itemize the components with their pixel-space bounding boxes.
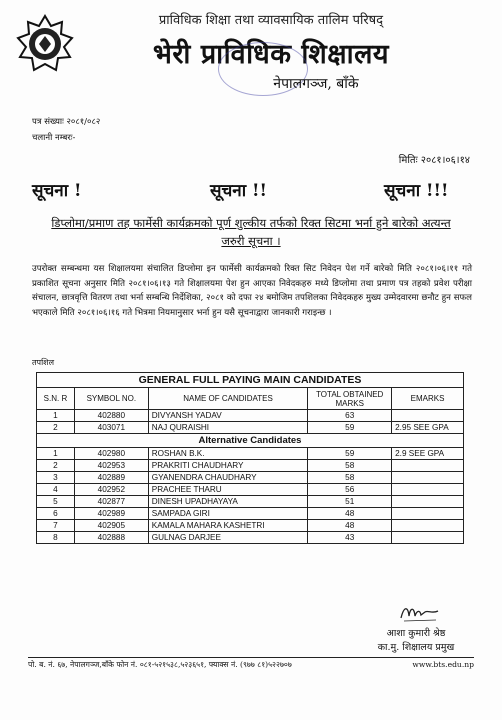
- header-sn: S.N. R: [37, 388, 75, 410]
- cell-sn: 5: [37, 496, 75, 508]
- cell-remarks: [392, 508, 464, 520]
- table-row: [37, 484, 464, 496]
- cell-name: PRAKRITI CHAUDHARY: [148, 460, 308, 472]
- cell-symbol: 402880: [74, 410, 148, 422]
- cell-marks: 58: [308, 460, 392, 472]
- cell-symbol: 402989: [74, 508, 148, 520]
- alternative-caption-row: [37, 434, 464, 448]
- table-caption: GENERAL FULL PAYING MAIN CANDIDATES: [37, 373, 464, 388]
- cell-marks: 51: [308, 496, 392, 508]
- cell-name: ROSHAN B.K.: [148, 448, 308, 460]
- school-address: नेपालगञ्ज, बाँके: [273, 76, 359, 92]
- cell-remarks: [392, 532, 464, 544]
- table-row: [37, 422, 464, 434]
- footer-address: पो. ब. नं. ६७, नेपालगञ्ज,बाँके फोन नं. ०८१-५२१५३८,५२३६५१, फ्याक्स नं. (९७७ ८१)५२२७०७: [28, 660, 292, 669]
- header-symbol: SYMBOL NO.: [74, 388, 148, 410]
- cell-marks: 59: [308, 422, 392, 434]
- cell-remarks: [392, 484, 464, 496]
- cell-sn: 2: [37, 422, 75, 434]
- school-name: भेरी प्राविधिक शिक्षालय: [152, 39, 390, 70]
- cell-remarks: [392, 410, 464, 422]
- table-row: [37, 410, 464, 422]
- notice-heading-1: सूचना !: [32, 181, 82, 201]
- signatory-name: आशा कुमारी श्रेष्ठ: [386, 628, 446, 639]
- notice-heading-3: सूचना !!!: [384, 181, 449, 201]
- letter-number: पत्र संख्याः २०८१/०८२: [32, 117, 101, 127]
- cell-sn: 6: [37, 508, 75, 520]
- cell-remarks: 2.95 SEE GPA: [392, 422, 464, 434]
- cell-symbol: 402980: [74, 448, 148, 460]
- cell-name: KAMALA MAHARA KASHETRI: [148, 520, 308, 532]
- cell-sn: 4: [37, 484, 75, 496]
- table-header-row: [37, 388, 464, 410]
- cell-remarks: [392, 496, 464, 508]
- cell-name: GULNAG DARJEE: [148, 532, 308, 544]
- cell-symbol: 402952: [74, 484, 148, 496]
- cell-name: PRACHEE THARU: [148, 484, 308, 496]
- notice-body: उपरोक्त सम्बन्धमा यस शिक्षालयमा संचालित डिप्लोमा इन फार्मेसी कार्यक्रमको रिक्त सिट निवेदन पेश गर्ने बारेको मिति २०८१।०६।११ गते प्रकाशित सूचना अनुसार मिति २०८१।०६।१३ गते शिक्षालयमा पेश हुन आएका निवेदकहरु मध्ये डिप्लोमा तथा प्रमाण पत्र तहको प्रवेश परीक्षा संचालन, छात्रवृत्ति वितरण तथा भर्ना सम्बन्धि निर्देशिका, २०८१ को दफा २४ बमोजिम तपशिलका निवेदकहरु मुख्य उम्मेदवारमा छनौट हुन सफल भएकाले मिति २०८१।०६।१६ गते भित्रमा नियमानुसार भर्ना हुन यसै सूचनाद्वारा जानकारी गराइन्छ ।: [32, 264, 472, 318]
- cell-sn: 1: [37, 410, 75, 422]
- candidates-table: [36, 372, 464, 544]
- notice-subject: डिप्लोमा/प्रमाण तह फार्मेसी कार्यक्रमको पूर्ण शुल्कीय तर्फको रिक्त सिटमा भर्ना हुने बारेको अत्यन्त जरुरी सूचना ।: [51, 216, 451, 248]
- cell-remarks: [392, 460, 464, 472]
- cell-symbol: 402888: [74, 532, 148, 544]
- table-row: [37, 448, 464, 460]
- cell-marks: 63: [308, 410, 392, 422]
- cell-name: SAMPADA GIRI: [148, 508, 308, 520]
- cell-marks: 48: [308, 508, 392, 520]
- cell-name: GYANENDRA CHAUDHARY: [148, 472, 308, 484]
- header-remarks: EMARKS: [392, 388, 464, 410]
- cell-sn: 2: [37, 460, 75, 472]
- notice-heading-2: सूचना !!: [210, 181, 267, 201]
- cell-name: DIVYANSH YADAV: [148, 410, 308, 422]
- footer-website[interactable]: www.bts.edu.np: [412, 660, 474, 669]
- footer: [28, 660, 474, 670]
- alternative-caption: Alternative Candidates: [37, 434, 464, 448]
- cell-name: NAJ QURAISHI: [148, 422, 308, 434]
- cell-marks: 58: [308, 472, 392, 484]
- details-label: तपशिल: [32, 358, 55, 367]
- cell-marks: 43: [308, 532, 392, 544]
- cell-sn: 1: [37, 448, 75, 460]
- cell-name: DINESH UPADHAYAYA: [148, 496, 308, 508]
- table-caption-row: [37, 373, 464, 388]
- cell-symbol: 402953: [74, 460, 148, 472]
- table-row: [37, 472, 464, 484]
- council-name: प्राविधिक शिक्षा तथा व्यावसायिक तालिम परिषद्: [158, 13, 384, 28]
- letter-date: मितिः २०८१।०६।१४: [398, 155, 470, 166]
- cell-sn: 7: [37, 520, 75, 532]
- table-row: [37, 520, 464, 532]
- cell-symbol: 403071: [74, 422, 148, 434]
- footer-divider: [28, 657, 474, 658]
- table-row: [37, 496, 464, 508]
- dispatch-number: चलानी नम्बरः-: [32, 133, 76, 143]
- cell-remarks: 2.9 SEE GPA: [392, 448, 464, 460]
- cell-marks: 48: [308, 520, 392, 532]
- signatory-title: का.मु. शिक्षालय प्रमुख: [377, 642, 455, 653]
- table-row: [37, 460, 464, 472]
- cell-marks: 56: [308, 484, 392, 496]
- cell-symbol: 402905: [74, 520, 148, 532]
- cell-sn: 3: [37, 472, 75, 484]
- table-row: [37, 532, 464, 544]
- cell-symbol: 402877: [74, 496, 148, 508]
- cell-sn: 8: [37, 532, 75, 544]
- cell-remarks: [392, 472, 464, 484]
- table-row: [37, 508, 464, 520]
- header-name: NAME OF CANDIDATES: [148, 388, 308, 410]
- handwritten-signature: [398, 602, 442, 624]
- cell-marks: 59: [308, 448, 392, 460]
- cell-symbol: 402889: [74, 472, 148, 484]
- cell-remarks: [392, 520, 464, 532]
- header-marks: TOTAL OBTAINED MARKS: [308, 388, 392, 410]
